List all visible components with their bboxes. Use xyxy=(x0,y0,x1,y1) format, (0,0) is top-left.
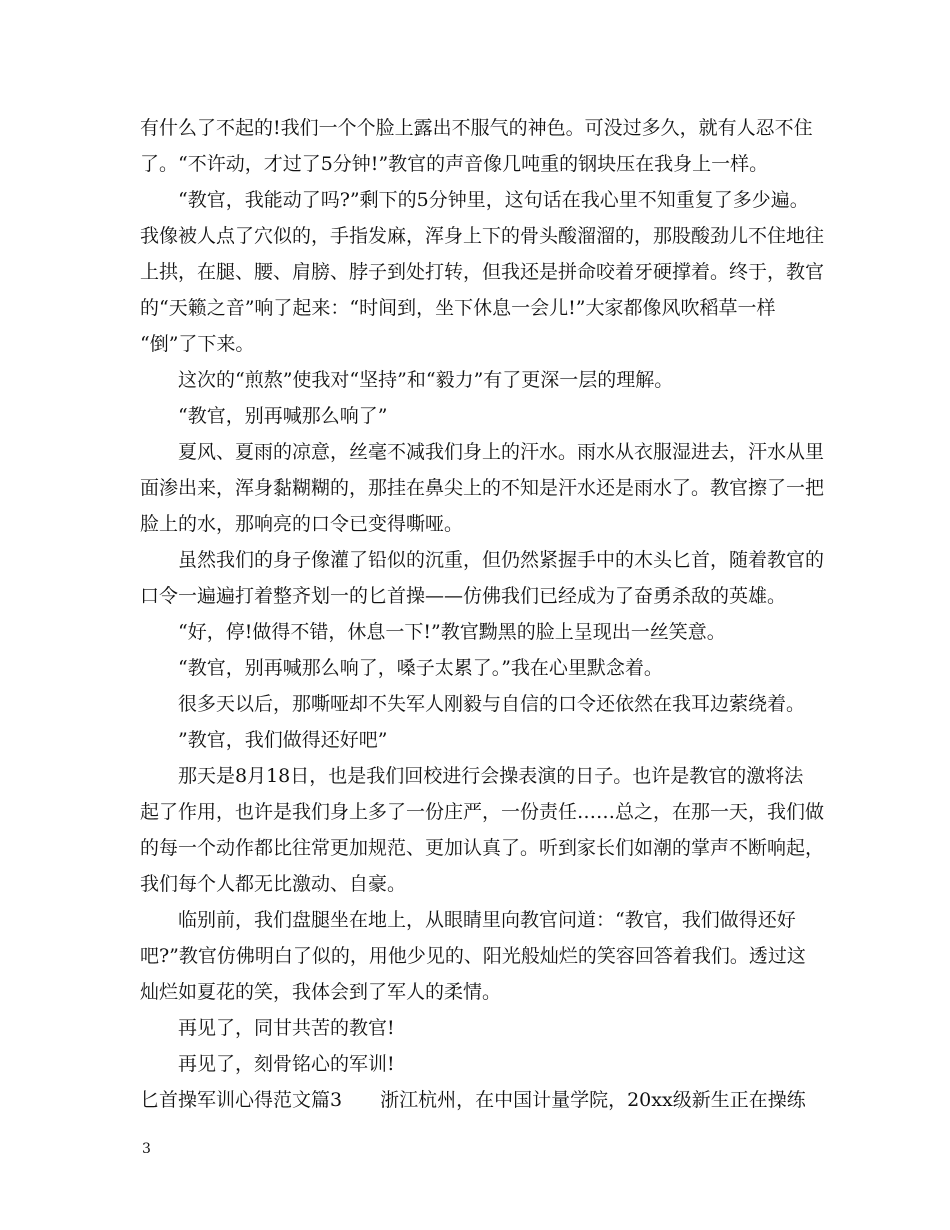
text-line: 临别前，我们盘腿坐在地上，从眼睛里向教官问道：“教官，我们做得还好 xyxy=(178,909,796,931)
text-line: 吧?”教官仿佛明白了似的，用他少见的、阳光般灿烂的笑容回答着我们。透过这 xyxy=(140,945,806,967)
text-line: 灿烂如夏花的笑，我体会到了军人的柔情。 xyxy=(140,981,502,1003)
text-line: 了。“不许动，才过了5分钟!”教官的声音像几吨重的钢块压在我身上一样。 xyxy=(140,153,769,175)
text-line: 脸上的水，那响亮的口令已变得嘶哑。 xyxy=(140,513,464,535)
text-line: “好，停!做得不错，休息一下!”教官黝黑的脸上呈现出一丝笑意。 xyxy=(178,621,726,643)
text-line: 的“天籁之音”响了起来：“时间到，坐下休息一会儿!”大家都像风吹稻草一样 xyxy=(140,297,776,319)
text-line: 我像被人点了穴似的，手指发麻，浑身上下的骨头酸溜溜的，那股酸劲儿不住地往 xyxy=(140,225,825,247)
text-line: 很多天以后，那嘶哑却不失军人刚毅与自信的口令还依然在我耳边萦绕着。 xyxy=(178,693,806,715)
text-line: 有什么了不起的!我们一个个脸上露出不服气的神色。可没过多久，就有人忍不住 xyxy=(140,117,813,139)
text-line: 这次的“煎熬”使我对“坚持”和“毅力”有了更深一层的理解。 xyxy=(178,369,674,391)
text-line: 匕首操军训心得范文篇3 浙江杭州，在中国计量学院，20xx级新生正在操练 xyxy=(140,1089,806,1111)
text-line: 虽然我们的身子像灌了铅似的沉重，但仍然紧握手中的木头匕首，随着教官的 xyxy=(178,549,825,571)
text-line: 那天是8月18日，也是我们回校进行会操表演的日子。也许是教官的激将法 xyxy=(178,765,804,787)
section-heading: ”教官，我们做得还好吧” xyxy=(178,729,388,751)
text-line: “教官，别再喊那么响了，嗓子太累了。”我在心里默念着。 xyxy=(178,657,663,679)
text-line: 我们每个人都无比激动、自豪。 xyxy=(140,873,407,895)
text-line: 的每一个动作都比往常更加规范、更加认真了。听到家长们如潮的掌声不断响起， xyxy=(140,837,825,859)
text-line: 起了作用，也许是我们身上多了一份庄严，一份责任……总之，在那一天，我们做 xyxy=(140,801,825,823)
text-line: 上拱，在腿、腰、肩膀、脖子到处打转，但我还是拼命咬着牙硬撑着。终于，教官 xyxy=(140,261,825,283)
text-line: 夏风、夏雨的凉意，丝毫不减我们身上的汗水。雨水从衣服湿进去，汗水从里 xyxy=(178,441,825,463)
page-number: 3 xyxy=(142,1141,151,1157)
text-line: 面渗出来，浑身黏糊糊的，那挂在鼻尖上的不知是汗水还是雨水了。教官擦了一把 xyxy=(140,477,825,499)
text-line: “倒”了下来。 xyxy=(140,333,255,355)
text-line: 口令一遍遍打着整齐划一的匕首操——仿佛我们已经成为了奋勇杀敌的英雄。 xyxy=(140,585,787,607)
text-line: “教官，我能动了吗?”剩下的5分钟里，这句话在我心里不知重复了多少遍。 xyxy=(178,189,809,211)
section-heading: “教官，别再喊那么响了” xyxy=(178,405,388,427)
text-line: 再见了，刻骨铭心的军训! xyxy=(178,1053,395,1075)
text-line: 再见了，同甘共苦的教官! xyxy=(178,1017,395,1039)
